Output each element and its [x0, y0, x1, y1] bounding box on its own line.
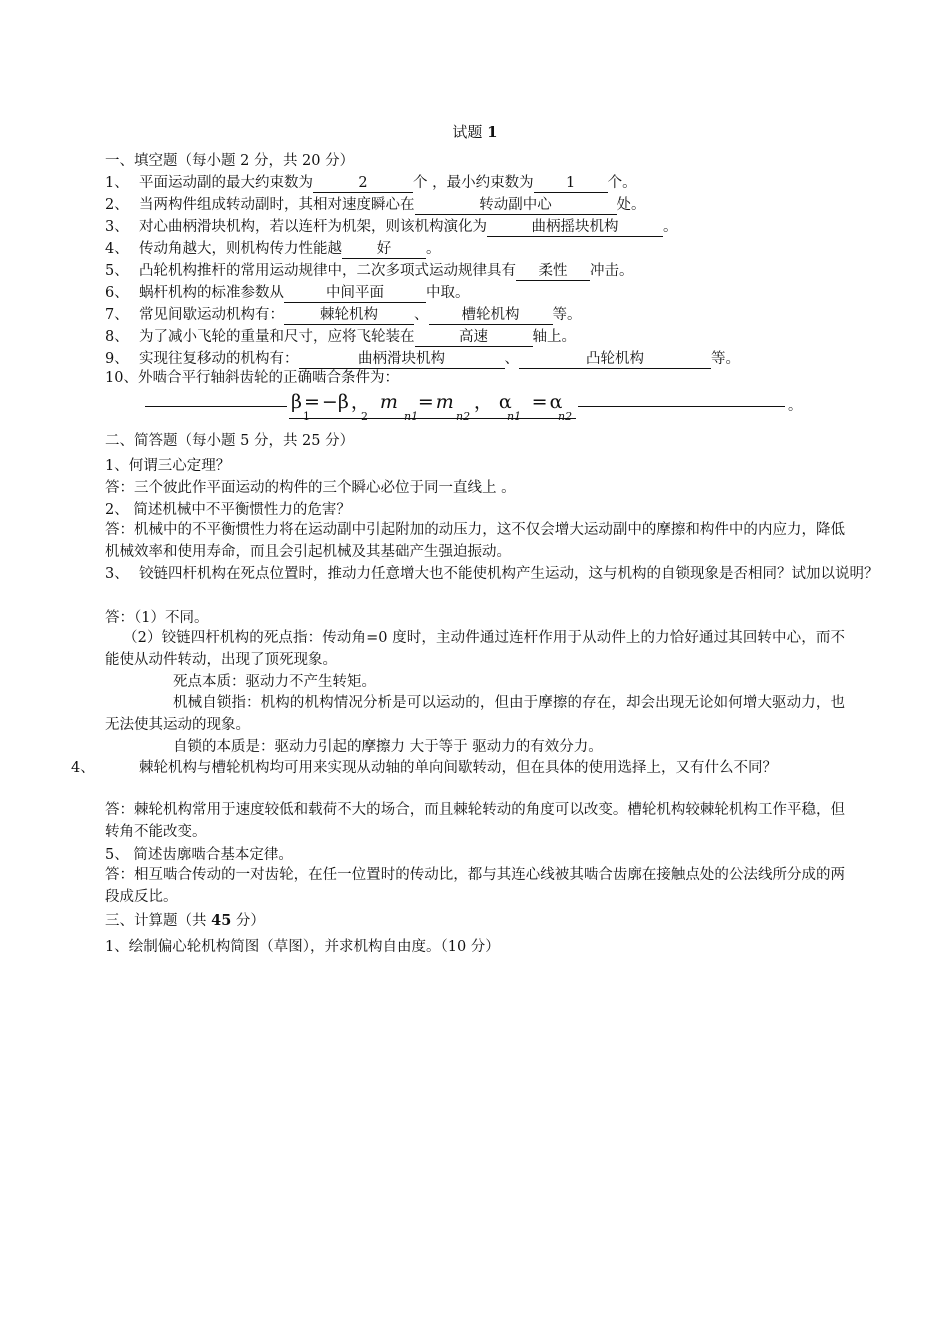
- alpha-symbol: α: [549, 391, 563, 413]
- page-title: [0, 121, 950, 142]
- section-fill-heading: 一、填空题（每小题 2 分，共 20 分）: [105, 153, 355, 169]
- comma: ，: [473, 391, 493, 413]
- formula-expression: [291, 387, 564, 414]
- question-text: 实现往复移动的机构有：: [139, 351, 299, 367]
- answer-blank: 好: [342, 241, 426, 259]
- answer-blank: 中间平面: [284, 285, 426, 303]
- question-text: 当两构件组成转动副时，其相对速度瞬心在: [139, 197, 415, 213]
- equals-sign: =: [531, 391, 548, 413]
- question-text: 外啮合平行轴斜齿轮的正确啮合条件为：: [137, 370, 399, 386]
- question-number: 1、: [105, 175, 129, 191]
- short-answer-3-part5: 自锁的本质是：驱动力引起的摩擦力 大于等于 驱动力的有效分力。: [173, 739, 603, 755]
- answer-blank: 1: [534, 175, 608, 193]
- question-number: 2、: [105, 197, 129, 213]
- answer-blank: 2: [313, 175, 413, 193]
- question-text: 传动角越大，则机构传力性能越: [139, 241, 342, 257]
- answer-blank-left: [145, 406, 287, 407]
- question-5: [105, 261, 634, 281]
- short-answer-3-part3: 死点本质：驱动力不产生转矩。: [173, 674, 376, 690]
- heading-score: 45: [211, 912, 232, 929]
- answer-blank: 曲柄滑块机构: [299, 351, 505, 369]
- question-text: 常见间歇运动机构有：: [139, 307, 284, 323]
- question-number: 3、: [105, 219, 129, 235]
- question-text: 个 ，最小约束数为: [413, 175, 534, 191]
- question-text: 平面运动副的最大约束数为: [139, 175, 313, 191]
- section-short-heading: 二、简答题（每小题 5 分，共 25 分）: [105, 433, 355, 449]
- question-8: [105, 327, 576, 347]
- question-number: 9、: [105, 351, 129, 367]
- question-text: 中取。: [426, 285, 470, 301]
- question-number: 8、: [105, 329, 129, 345]
- question-text: 棘轮机构与槽轮机构均可用来实现从动轴的单向间歇转动，但在具体的使用选择上，又有什么不同？: [139, 760, 777, 776]
- question-text: 、: [504, 351, 519, 367]
- answer-blank-right: [578, 406, 785, 407]
- question-number: 3、: [105, 566, 129, 582]
- question-text: 凸轮机构推杆的常用运动规律中，二次多项式运动规律具有: [139, 263, 516, 279]
- short-question-5: 5、 简述齿廓啮合基本定律。: [105, 847, 293, 863]
- question-text: 处。: [616, 197, 646, 213]
- alpha-symbol: α: [498, 391, 512, 413]
- question-text: 。: [663, 219, 678, 235]
- mesh-condition-formula: [145, 387, 802, 423]
- short-answer-2: 答：机械中的不平衡惯性力将在运动副中引起附加的动压力，这不仅会增大运动副中的摩擦和构件中的内应力，降低机械效率和使用寿命，而且会引起机械及其基础产生强迫振动。: [105, 522, 845, 560]
- question-number: 4、: [105, 241, 129, 257]
- question-number: 5、: [105, 263, 129, 279]
- question-text: 个。: [607, 175, 637, 191]
- subscript: 1: [303, 410, 310, 423]
- question-text: 、: [414, 307, 429, 323]
- neg-beta-symbol: −β: [321, 391, 349, 413]
- formula-end: 。: [788, 398, 802, 414]
- short-question-1: 1、何谓三心定理？: [105, 458, 231, 474]
- answer-blank: 转动副中心: [415, 197, 617, 215]
- short-answer-3-part4: 机械自锁指：机构的机构情况分析是可以运动的，但由于摩擦的存在，却会出现无论如何增大驱动力，也无法使其运动的现象。: [105, 695, 845, 733]
- question-text: 等。: [711, 351, 740, 367]
- subscript: n2: [456, 410, 471, 423]
- subscript: n1: [507, 410, 522, 423]
- short-answer-5: 答：相互啮合传动的一对齿轮，在任一位置时的传动比，都与其连心线被其啮合齿廓在接触点处的公法线所分成的两段成反比。: [105, 867, 845, 905]
- question-text: 对心曲柄滑块机构，若以连杆为机架，则该机构演化为: [139, 219, 487, 235]
- question-text: 为了减小飞轮的重量和尺寸，应将飞轮装在: [139, 329, 415, 345]
- question-1: [105, 173, 637, 193]
- short-answer-1: 答：三个彼此作平面运动的构件的三个瞬心必位于同一直线上 。: [105, 480, 516, 496]
- question-2: [105, 195, 646, 215]
- answer-blank: 高速: [415, 329, 533, 347]
- question-number: 7、: [105, 307, 129, 323]
- answer-underline: [289, 418, 576, 419]
- answer-blank: 槽轮机构: [429, 307, 553, 325]
- question-3: [105, 217, 678, 237]
- question-text: 等。: [552, 307, 582, 323]
- question-text: 铰链四杆机构在死点位置时，推动力任意增大也不能使机构产生运动，这与机构的自锁现象是否相同？试加以说明？: [139, 566, 879, 582]
- title-text: 试题: [452, 123, 488, 141]
- question-7: [105, 305, 582, 325]
- question-text: 冲击。: [590, 263, 634, 279]
- answer-blank: 柔性: [516, 263, 590, 281]
- short-question-3: [105, 564, 879, 586]
- answer-blank: 棘轮机构: [284, 307, 414, 325]
- question-4: [105, 239, 441, 259]
- subscript: n2: [558, 410, 573, 423]
- question-number: 10、: [105, 370, 138, 386]
- subscript: n1: [404, 410, 419, 423]
- m-symbol: m: [435, 391, 454, 413]
- question-6: [105, 283, 470, 303]
- calc-question-1: 1、绘制偏心轮机构简图（草图），并求机构自由度。（10 分）: [105, 939, 500, 955]
- short-answer-3-part1: 答：（1）不同。: [105, 610, 209, 626]
- answer-blank: 凸轮机构: [519, 351, 711, 369]
- beta-symbol: β: [291, 391, 302, 413]
- short-question-4: [71, 758, 879, 780]
- heading-text: 三、计算题（共: [105, 913, 212, 929]
- section-calc-heading: [105, 911, 265, 931]
- short-answer-4: 答：棘轮机构常用于速度较低和载荷不大的场合，而且棘轮转动的角度可以改变。槽轮机构较棘轮机构工作平稳，但转角不能改变。: [105, 802, 845, 840]
- question-text: 轴上。: [532, 329, 576, 345]
- short-question-2: 2、 简述机械中不平衡惯性力的危害？: [105, 502, 351, 518]
- m-symbol: m: [379, 391, 398, 413]
- title-number: 1: [487, 123, 498, 141]
- question-text: 。: [426, 241, 441, 257]
- question-9: [105, 349, 740, 369]
- question-text: 蜗杆机构的标准参数从: [139, 285, 284, 301]
- short-answer-3-part2: （2）铰链四杆机构的死点指：传动角=0 度时，主动件通过连杆作用于从动件上的力恰好通过其回转中心，而不能使从动件转动，出现了顶死现象。: [105, 630, 845, 668]
- comma: ，: [350, 391, 370, 413]
- equals-sign: =: [303, 391, 320, 413]
- equals-sign: =: [417, 391, 434, 413]
- answer-blank: 曲柄摇块机构: [487, 219, 663, 237]
- question-number: 6、: [105, 285, 129, 301]
- subscript: 2: [361, 410, 368, 423]
- question-10: [105, 368, 399, 388]
- question-number: 4、: [71, 760, 95, 776]
- heading-text: 分）: [231, 913, 265, 929]
